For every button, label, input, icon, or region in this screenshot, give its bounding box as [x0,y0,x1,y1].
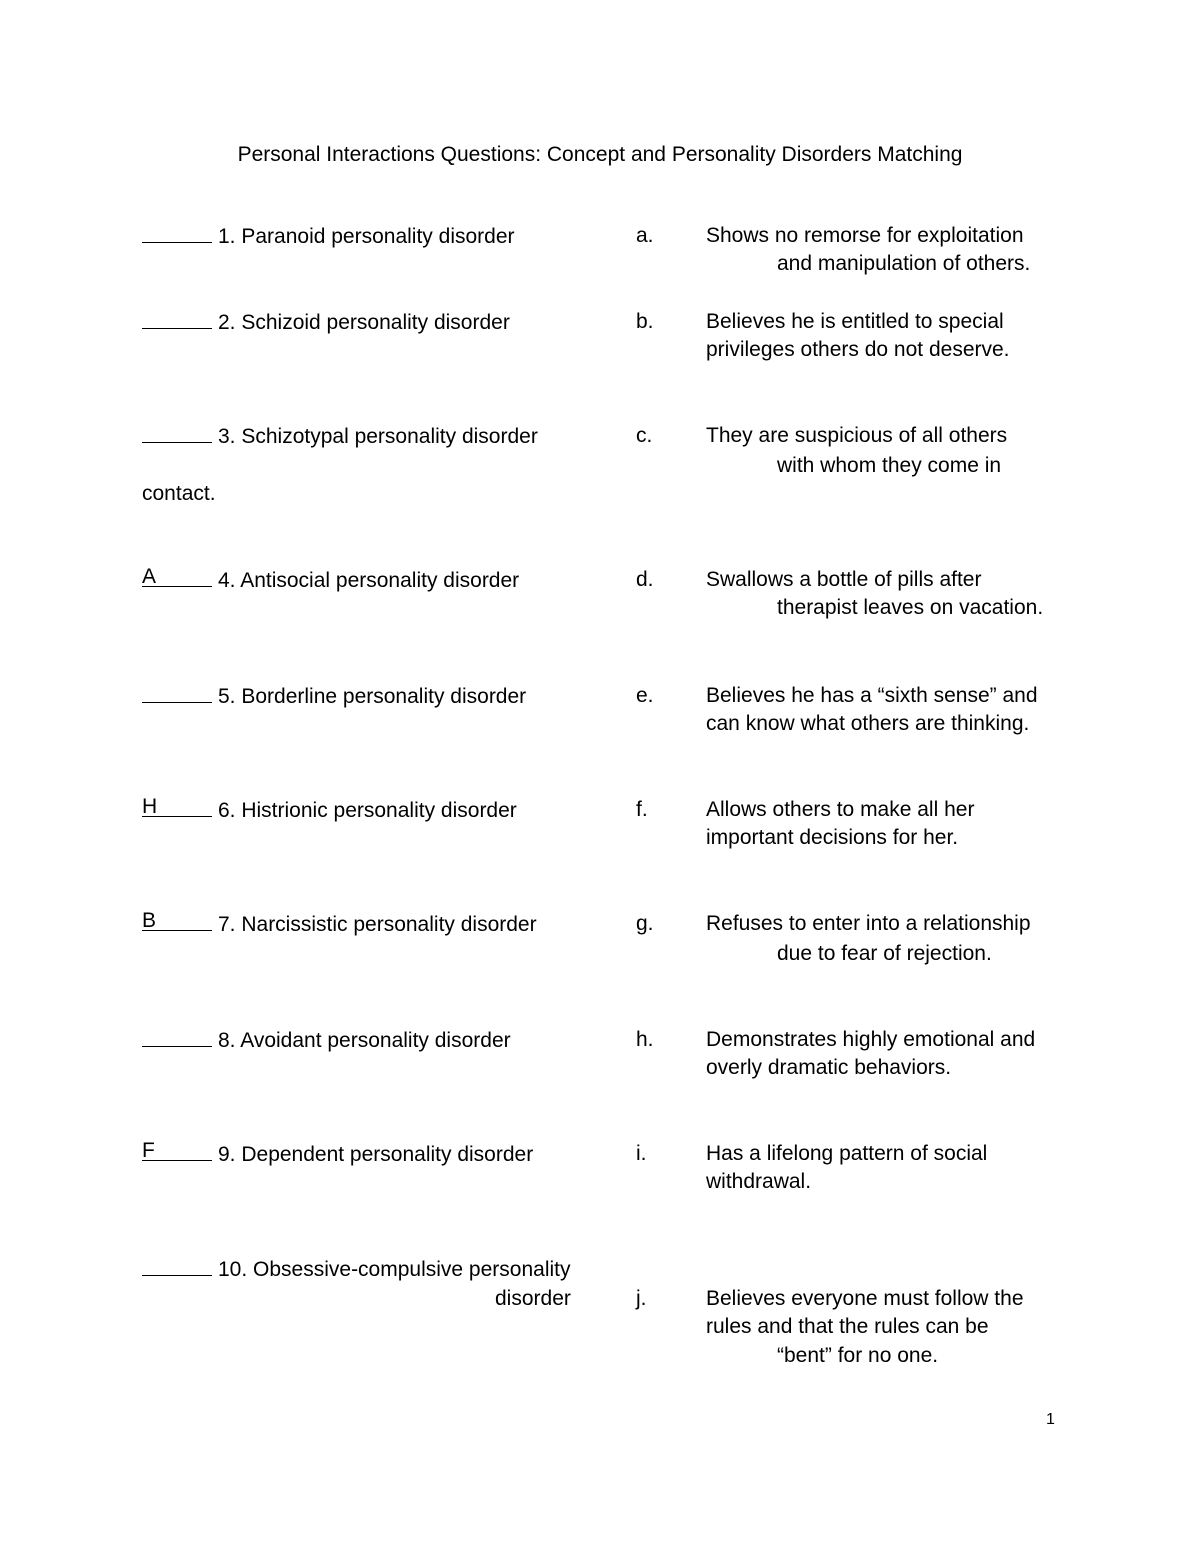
option-letter: j. [636,1287,647,1310]
question-item [142,1140,533,1169]
answer-blank[interactable]: A [142,566,212,587]
option-letter: d. [636,568,654,591]
question-label-continuation: disorder [495,1287,571,1310]
question-item [142,308,510,337]
question-item [142,1026,511,1055]
page-title: Personal Interactions Questions: Concept and Personality Disorders Matching [237,143,963,166]
option-text: rules and that the rules can be [706,1315,989,1338]
answer-blank[interactable] [142,1026,212,1047]
option-text: due to fear of rejection. [777,942,992,965]
option-text-continuation: contact. [142,482,216,505]
answer-blank[interactable] [142,682,212,703]
option-text: Swallows a bottle of pills after [706,568,982,591]
option-text: Believes everyone must follow the [706,1287,1024,1310]
question-label: 1. Paranoid personality disorder [218,225,515,248]
question-label: 4. Antisocial personality disorder [218,569,520,592]
question-label: 8. Avoidant personality disorder [218,1029,511,1052]
option-letter: g. [636,912,654,935]
option-text: can know what others are thinking. [706,712,1030,735]
option-text: Shows no remorse for exploitation [706,224,1024,247]
option-letter: a. [636,224,654,247]
question-item [142,566,519,595]
question-item [142,422,538,451]
option-text: They are suspicious of all others [706,424,1008,447]
option-text: privileges others do not deserve. [706,338,1010,361]
option-text: Believes he is entitled to special [706,310,1004,333]
question-label: 2. Schizoid personality disorder [218,311,510,334]
answer-blank[interactable] [142,1255,212,1276]
option-text: and manipulation of others. [777,252,1031,275]
answer-blank[interactable] [142,222,212,243]
answer-blank[interactable]: B [142,910,212,931]
option-letter: c. [636,424,653,447]
question-item [142,796,517,825]
option-text: Believes he has a “sixth sense” and [706,684,1038,707]
option-text: withdrawal. [706,1170,812,1193]
option-text: Allows others to make all her [706,798,975,821]
question-label: 6. Histrionic personality disorder [218,799,517,822]
question-label: 10. Obsessive-compulsive personality [218,1258,571,1281]
option-text: Has a lifelong pattern of social [706,1142,988,1165]
option-text: “bent” for no one. [777,1344,939,1367]
option-text: with whom they come in [777,454,1002,477]
answer-blank[interactable] [142,308,212,329]
question-item [142,910,537,939]
page-number: 1 [1046,1411,1055,1428]
question-label: 7. Narcissistic personality disorder [218,913,537,936]
option-letter: b. [636,310,654,333]
option-letter: h. [636,1028,654,1051]
option-letter: e. [636,684,654,707]
question-label: 3. Schizotypal personality disorder [218,425,538,448]
question-item [142,222,515,251]
option-letter: i. [636,1142,647,1165]
option-text: therapist leaves on vacation. [777,596,1044,619]
answer-blank[interactable] [142,422,212,443]
question-label: 9. Dependent personality disorder [218,1143,534,1166]
question-label: 5. Borderline personality disorder [218,685,527,708]
option-text: overly dramatic behaviors. [706,1056,952,1079]
question-item [142,682,526,711]
option-text: Demonstrates highly emotional and [706,1028,1036,1051]
option-text: Refuses to enter into a relationship [706,912,1031,935]
option-letter: f. [636,798,648,821]
answer-blank[interactable]: H [142,796,212,817]
answer-blank[interactable]: F [142,1140,212,1161]
question-item [142,1255,571,1284]
option-text: important decisions for her. [706,826,959,849]
